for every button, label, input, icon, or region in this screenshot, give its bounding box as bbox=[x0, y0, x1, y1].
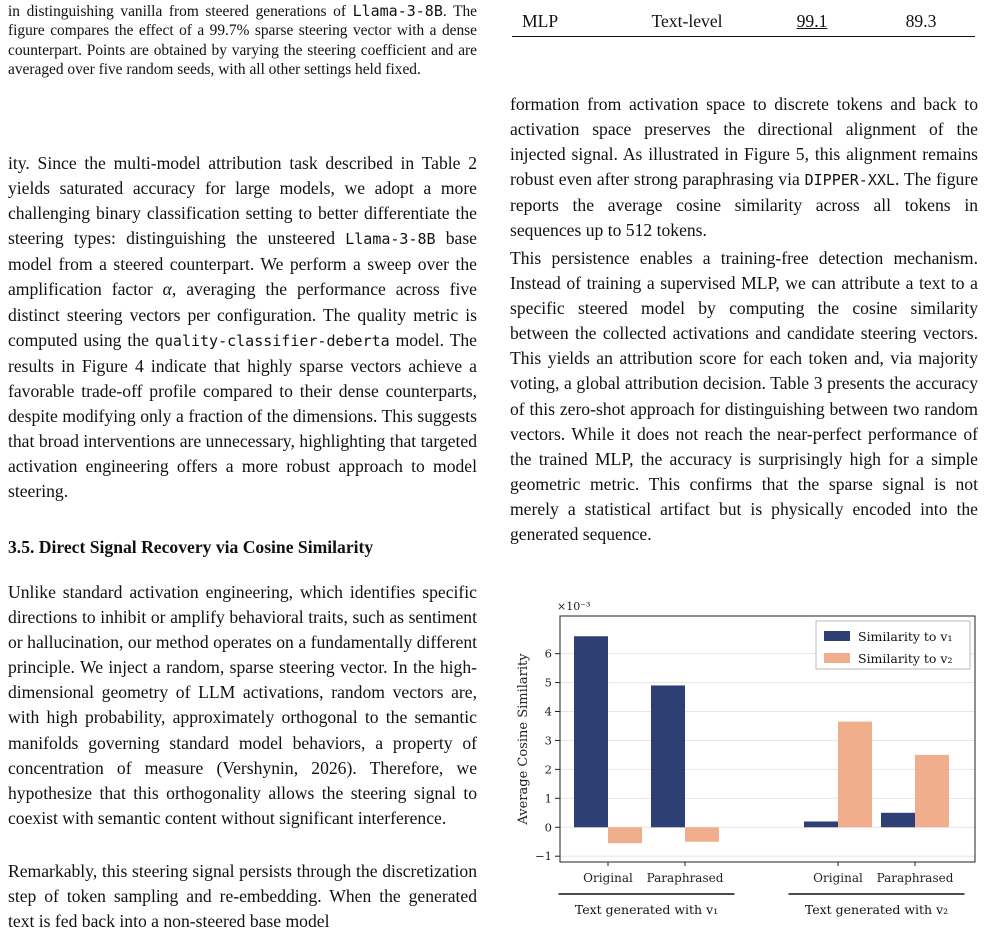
bar-2-original bbox=[608, 827, 642, 843]
group-label: Text generated with v₂ bbox=[804, 902, 949, 917]
text-run: ity. Since the multi-model attribution task described in Table 2 yields saturated accuracy for large models, we adopt a more challenging binary classification setting to better differentiate the steering types: distinguishing the unsteered bbox=[8, 153, 477, 249]
y-tick-label: 4 bbox=[544, 704, 552, 719]
table-cell-level: Text-level bbox=[651, 10, 723, 31]
bar-2-paraphrased bbox=[685, 827, 719, 841]
table-row bbox=[512, 6, 975, 36]
table-cell-acc1: 99.1 bbox=[796, 10, 828, 31]
y-axis-label: Average Cosine Similarity bbox=[516, 653, 531, 825]
caption-text: . bbox=[442, 3, 447, 20]
y-tick-label: 0 bbox=[544, 820, 552, 835]
y-multiplier-label: ×10⁻³ bbox=[557, 600, 591, 613]
section-heading: 3.5. Direct Signal Recovery via Cosine Similarity bbox=[8, 537, 374, 557]
paragraph-text: Unlike standard activation engineering, which identifies specific directions to inhibit or amplify behavioral traits, such as sentiment or hallucination, our method operates on a fundamentally different principle. We inject a random, sparse steering vector. In the high-dimensional geometry of LLM activations, random vectors are, with high probability, approximately orthogonal to the semantic manifolds governing standard model behaviors, a property of concentration of measure (Vershynin, 2026). Therefore, we hypothesize that this orthogonality allows the steering signal to coexist with semantic content without significant interference. bbox=[8, 582, 477, 828]
bar-1-paraphrased bbox=[881, 813, 915, 827]
y-tick-label: 6 bbox=[544, 646, 552, 661]
y-tick-label: 1 bbox=[544, 791, 552, 806]
y-tick-label: 5 bbox=[544, 675, 552, 690]
x-tick-label: Original bbox=[583, 871, 633, 885]
results-table bbox=[512, 6, 975, 36]
bar-1-original bbox=[574, 636, 608, 827]
paragraph-text: This persistence enables a training-free detection mechanism. Instead of training a supervised MLP, we can attribute a text to a specific steered model by computing the cosine similarity between the collected activations and candidate steering vectors. This yields an attribution score for each token and, via majority voting, a global attribution decision. Table 3 presents the accuracy of this zero-shot approach for distinguishing between two random vectors. While it does not reach the near-perfect performance of the trained MLP, the accuracy is surprisingly high for a simple geometric metric. This confirms that the sparse signal is not merely a statistical artifact but is physically encoded into the generated sequence. bbox=[510, 248, 978, 545]
left-paragraph-2 bbox=[8, 580, 477, 831]
caption-code: Llama-3-8B bbox=[352, 2, 443, 20]
paragraph-text bbox=[510, 92, 978, 244]
y-tick-label: −1 bbox=[535, 849, 552, 864]
caption-text: in distinguishing vanilla from steered generations of bbox=[8, 3, 353, 20]
group-label: Text generated with v₁ bbox=[574, 902, 719, 917]
inline-code: Llama-3-8B bbox=[345, 230, 436, 249]
y-tick-label: 2 bbox=[544, 762, 552, 777]
paragraph-text bbox=[8, 151, 477, 504]
table-cell-model: MLP bbox=[522, 10, 559, 31]
inline-code: quality-classifier-deberta bbox=[154, 331, 390, 350]
inline-code: DIPPER-XXL bbox=[804, 171, 895, 190]
paragraph-text: Remarkably, this steering signal persists through the discretization step of token sampling and re-embedding. When the generated text is fed back into a non-steered base model bbox=[8, 861, 477, 932]
x-tick-label: Paraphrased bbox=[876, 871, 954, 885]
x-tick-label: Paraphrased bbox=[646, 871, 724, 885]
text-run: formation from activation space to discrete tokens and back to activation space preserves the directional alignment of the injected signal. As illustrated in Figure 5, this alignment remains robust even after strong paraphrasing via bbox=[510, 94, 978, 190]
cosine-similarity-chart bbox=[505, 598, 983, 917]
right-paragraph-2 bbox=[510, 246, 978, 547]
legend-swatch bbox=[824, 653, 850, 663]
text-run: model. The results in Figure 4 indicate that highly sparse vectors achieve a favorable trade-off profile compared to their dense counterparts, despite modifying only a fraction of the dimensions. This suggests that broad interventions are unnecessary, highlighting that targeted activation engineering offers a more robust approach to model steering. bbox=[8, 329, 477, 502]
left-paragraph-1 bbox=[8, 151, 477, 504]
caption-percent: 99.7% bbox=[209, 22, 250, 40]
bar-2-original bbox=[838, 722, 872, 828]
y-tick-label: 3 bbox=[544, 733, 552, 748]
text-run: , averaging the performance across five distinct steering vectors per configuration. The quality metric is computed using the bbox=[8, 279, 477, 350]
bar-1-paraphrased bbox=[651, 685, 685, 827]
figure-caption bbox=[8, 2, 477, 80]
text-run: . The figure reports the average cosine similarity across all tokens in sequences up to 512 tokens. bbox=[510, 169, 978, 241]
table-bottom-rule bbox=[512, 36, 975, 37]
caption-text: sparse steering vector with a dense counterpart. Points are obtained by varying the steering coefficient and are averaged over five random seeds, with all other settings held fixed. bbox=[8, 22, 477, 79]
table-cell-acc2: 89.3 bbox=[905, 10, 937, 31]
legend-label: Similarity to v₁ bbox=[858, 629, 953, 644]
bar-1-original bbox=[804, 821, 838, 827]
legend-swatch bbox=[824, 631, 850, 641]
math-symbol: α bbox=[162, 279, 172, 300]
x-tick-label: Original bbox=[813, 871, 863, 885]
left-paragraph-3 bbox=[8, 859, 477, 934]
legend-label: Similarity to v₂ bbox=[858, 651, 953, 666]
caption-text: The figure compares the effect of a bbox=[8, 3, 477, 40]
bar-2-paraphrased bbox=[915, 755, 949, 827]
text-run: base model from a steered counterpart. We perform a sweep over the amplification factor bbox=[8, 228, 477, 300]
right-paragraph-1 bbox=[510, 92, 978, 244]
